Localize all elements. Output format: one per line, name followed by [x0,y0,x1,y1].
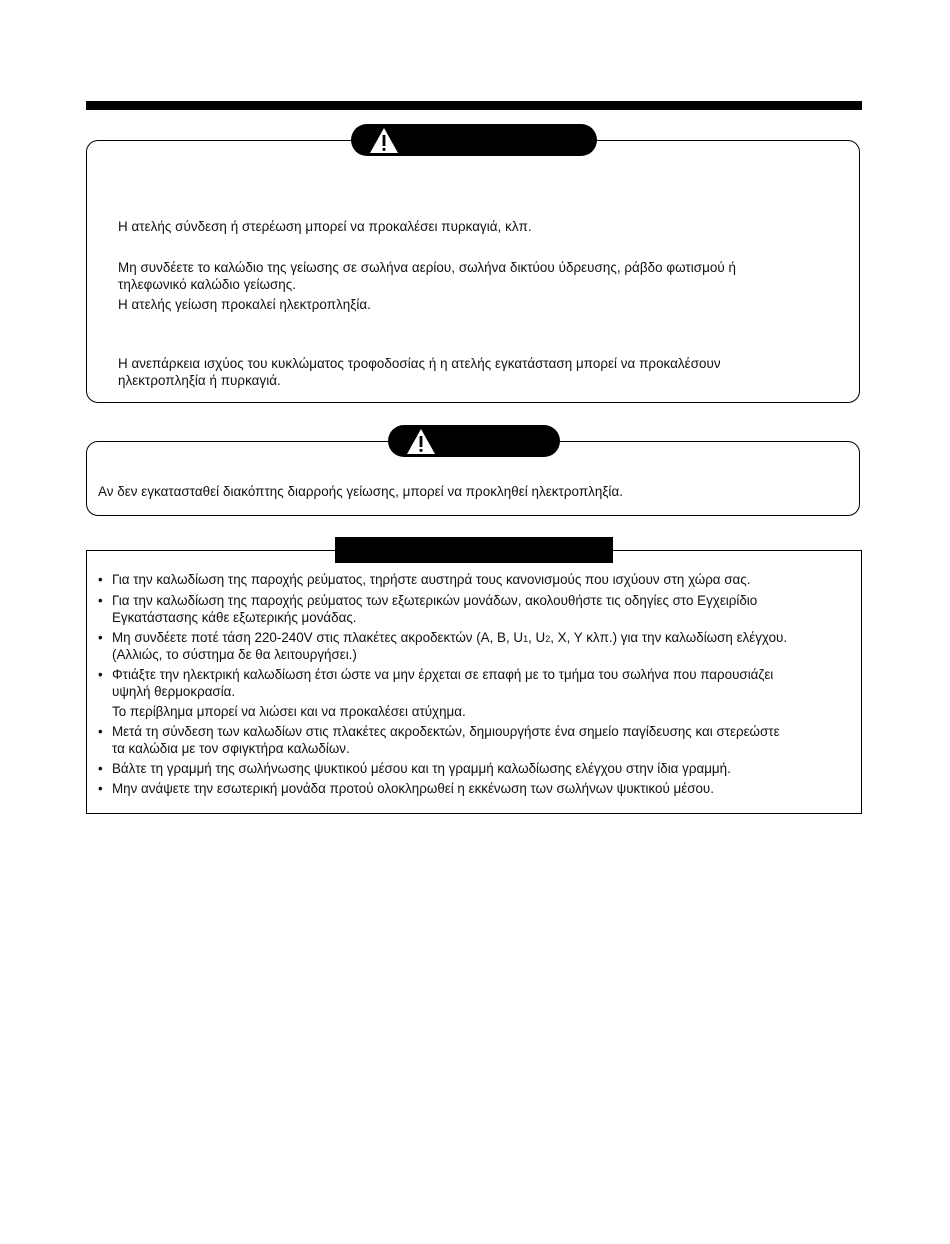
requirement-item-2-line-1: Για την καλωδίωση της παροχής ρεύματος των εξωτερικών μονάδων, ακολουθήστε τις οδηγίες στο Εγχειρίδιο [112,593,758,608]
warning-text-1: Η ατελής σύνδεση ή στερέωση μπορεί να προκαλέσει πυρκαγιά, κλπ. [118,219,532,234]
bullet-marker: • [98,667,103,682]
requirement-item-2-line-2: Εγκατάστασης κάθε εξωτερικής μονάδας. [112,610,357,625]
bullet-marker: • [98,781,103,796]
subscript-2: 2 [545,634,551,644]
section-header-rule [86,101,862,110]
warning-triangle-icon [406,428,436,455]
warning-text-4: Η ατελής γείωση προκαλεί ηλεκτροπληξία. [118,297,371,312]
requirement-item-3-text-a: Μη συνδέετε ποτέ τάση 220-240V στις πλακέτες ακροδεκτών (A, B, U [112,630,524,645]
bullet-marker: • [98,761,103,776]
warning-text-5: Η ανεπάρκεια ισχύος του κυκλώματος τροφοδοσίας ή η ατελής εγκατάσταση μπορεί να προκαλέσουν [118,356,721,371]
requirement-item-3-text-b: , U [528,630,546,645]
warning-text-2: Μη συνδέετε το καλώδιο της γείωσης σε σωλήνα αερίου, σωλήνα δικτύου ύδρευσης, ράβδο φωτισμού ή [118,260,736,275]
warning-text-3: τηλεφωνικό καλώδιο γείωσης. [118,277,297,292]
warning-text-6: ηλεκτροπληξία ή πυρκαγιά. [118,373,281,388]
requirement-item-3-text-c: , X, Y κλπ.) για την καλωδίωση ελέγχου. [550,630,788,645]
requirement-item-5-line-1: Μετά τη σύνδεση των καλωδίων στις πλακέτες ακροδεκτών, δημιουργήστε ένα σημείο παγίδευσης και στερεώστε [112,724,780,739]
requirement-item-3-line-2: (Αλλιώς, το σύστημα δε θα λειτουργήσει.) [112,647,357,662]
requirement-label-bar [335,537,613,563]
requirement-item-5-line-2: τα καλώδια με τον σφιγκτήρα καλωδίων. [112,741,350,756]
requirement-item-4-line-1: Φτιάξτε την ηλεκτρική καλωδίωση έτσι ώστε να μην έρχεται σε επαφή με το τμήμα του σωλήνα που παρουσιάζει [112,667,774,682]
earth-leakage-text: Αν δεν εγκατασταθεί διακόπτης διαρροής γείωσης, μπορεί να προκληθεί ηλεκτροπληξία. [98,484,624,499]
requirement-item-4-line-3: Το περίβλημα μπορεί να λιώσει και να προκαλέσει ατύχημα. [112,704,466,719]
bullet-marker: • [98,630,103,645]
requirement-item-7: Μην ανάψετε την εσωτερική μονάδα προτού ολοκληρωθεί η εκκένωση των σωλήνων ψυκτικού μέσου. [112,781,714,796]
bullet-marker: • [98,572,103,587]
requirement-item-1: Για την καλωδίωση της παροχής ρεύματος, τηρήστε αυστηρά τους κανονισμούς που ισχύουν στη χώρα σας. [112,572,751,587]
subscript-1: 1 [523,634,529,644]
warning-triangle-icon [369,127,399,154]
requirement-item-4-line-2: υψηλή θερμοκρασία. [112,684,236,699]
bullet-marker: • [98,724,103,739]
requirement-item-6: Βάλτε τη γραμμή της σωλήνωσης ψυκτικού μέσου και τη γραμμή καλωδίωσης ελέγχου στην ίδια γραμμή. [112,761,731,776]
bullet-marker: • [98,593,103,608]
